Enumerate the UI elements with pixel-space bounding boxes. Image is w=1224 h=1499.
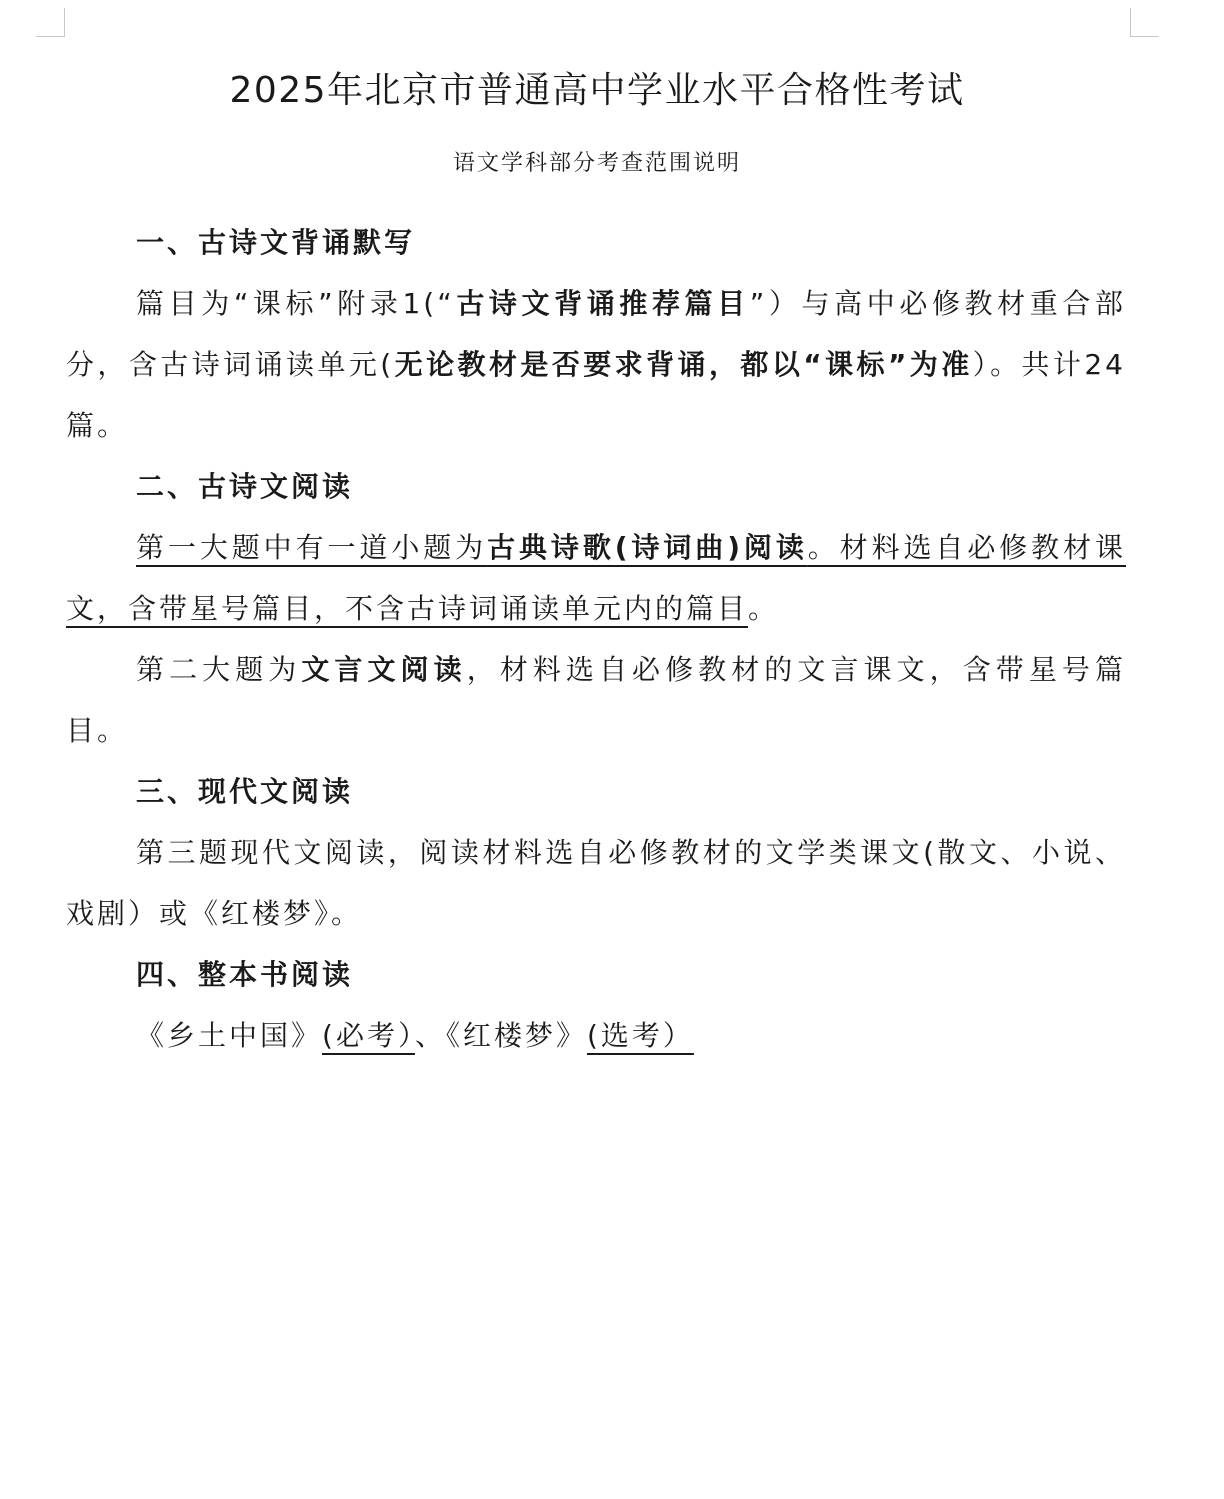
section-heading: 三、现代文阅读 <box>136 775 354 808</box>
paragraph <box>66 273 1126 456</box>
document-title: 2025年北京市普通高中学业水平合格性考试 <box>229 70 965 111</box>
crop-mark-top-right <box>1130 8 1159 37</box>
text-run: 第三题现代文阅读，阅读材料选自必修教材的文学类课文(散文、小说、戏剧）或《红楼梦》。 <box>66 836 1126 930</box>
text-run: ）。共计24篇。 <box>66 348 1126 442</box>
paragraph <box>66 517 1126 639</box>
text-run: ，材料选自必修教材的文言课文，含带星号篇目。 <box>66 653 1126 747</box>
bold-text-run: 文言文阅读 <box>301 653 467 686</box>
text-run: 篇目为“课标”附录1(“ <box>136 287 455 320</box>
paragraph <box>66 1005 1126 1066</box>
text-run: 、《红楼梦》 <box>414 1019 587 1052</box>
section-heading: 四、整本书阅读 <box>136 958 354 991</box>
paragraph <box>66 639 1126 761</box>
bold-underlined-text-run: 古典诗歌(诗词曲)阅读 <box>487 531 808 564</box>
text-run: 第二大题为 <box>136 653 302 686</box>
crop-mark-top-left <box>36 8 65 37</box>
underlined-text-run: (必考） <box>322 1019 415 1052</box>
document-subtitle: 语文学科部分考查范围说明 <box>452 151 741 176</box>
underlined-text-run: 。材料选自必修教材课文，含带星号篇目，不含古诗词诵读单元内的篇目 <box>66 531 1126 625</box>
underlined-text-run: 第一大题中有一道小题为 <box>136 531 488 564</box>
text-run: ”）与高中必修教材重合部分，含古诗词诵读单元( <box>66 287 1126 381</box>
document-body <box>66 212 1126 1066</box>
bold-text-run: 无论教材是否要求背诵，都以“课标”为准 <box>394 348 973 381</box>
text-run: 《乡土中国》 <box>136 1019 323 1052</box>
section-heading: 一、古诗文背诵默写 <box>136 226 416 259</box>
section-heading: 二、古诗文阅读 <box>136 470 354 503</box>
paragraph <box>66 822 1126 944</box>
bold-text-run: 古诗文背诵推荐篇目 <box>454 287 750 320</box>
underlined-text-run: (选考） <box>586 1019 694 1052</box>
text-run: 。 <box>748 592 780 625</box>
